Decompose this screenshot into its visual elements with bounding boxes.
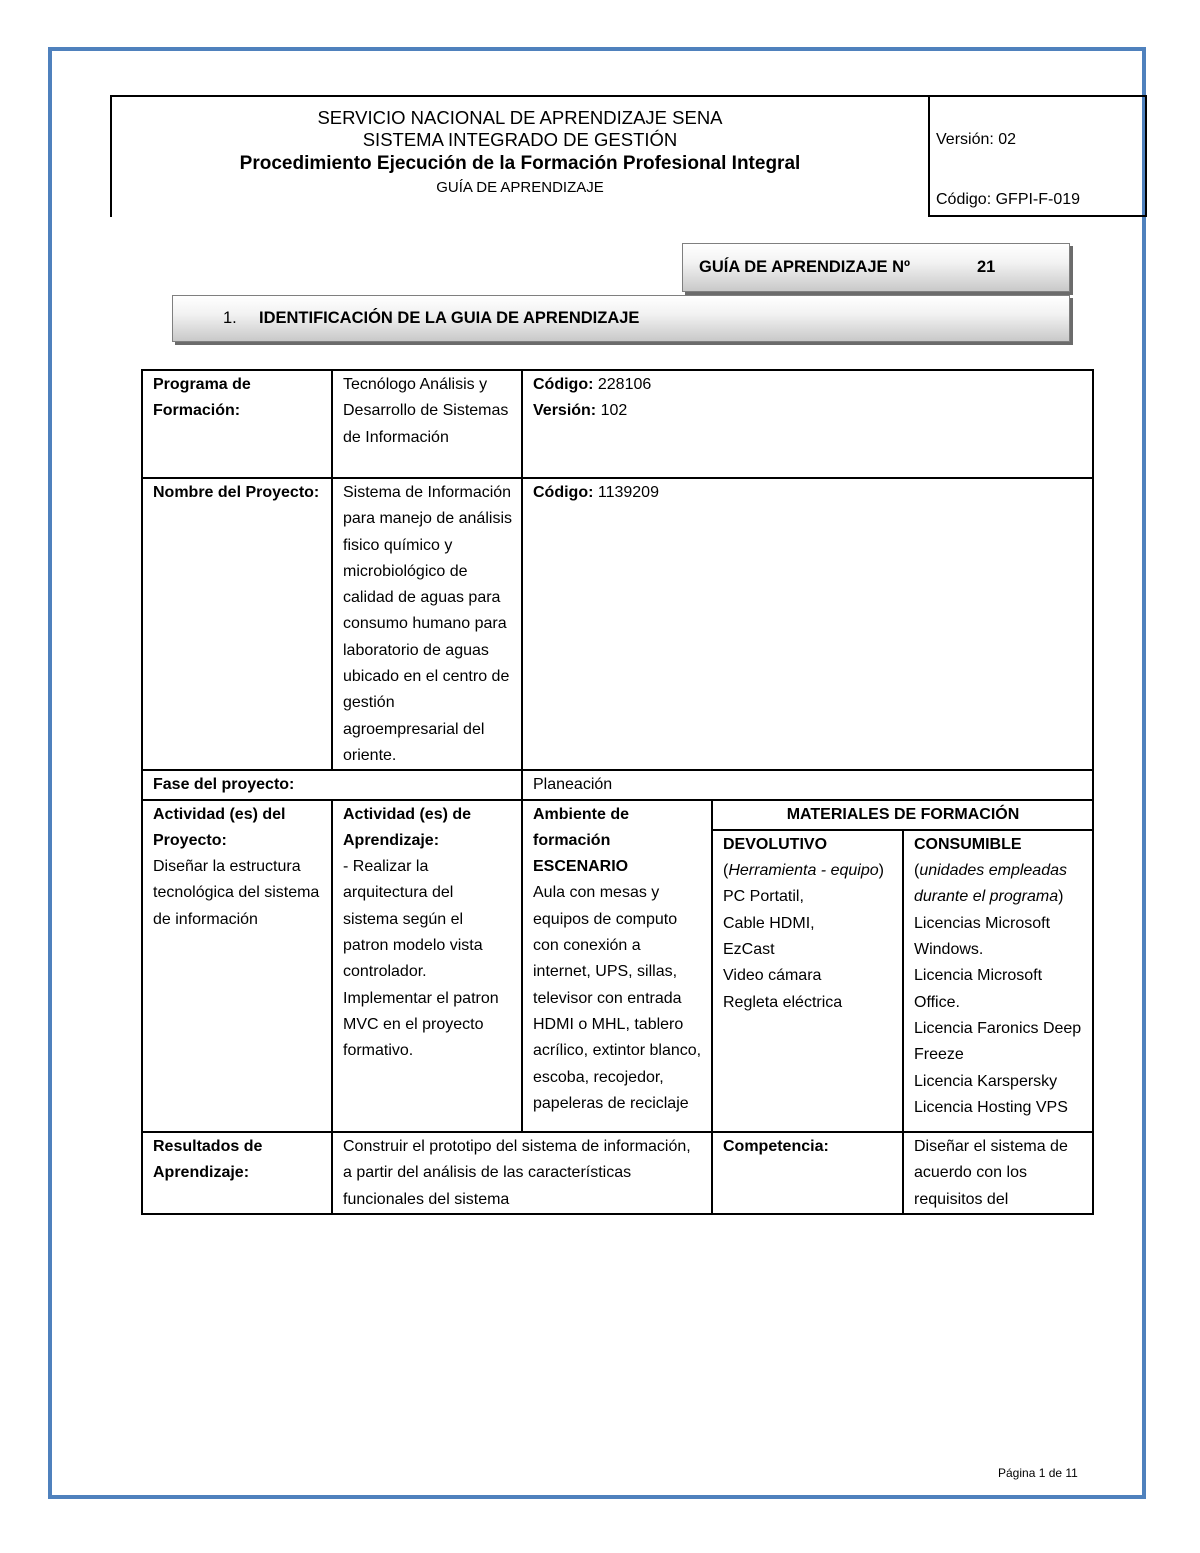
fase-label: Fase del proyecto:	[142, 770, 522, 799]
header-version: Versión: 02	[936, 131, 1017, 148]
actividad-aprendizaje-cell	[332, 800, 522, 1133]
devolutivo-item: Video cámara	[723, 967, 822, 985]
competencia-label: Competencia:	[712, 1132, 903, 1214]
header-titles	[112, 97, 928, 217]
table-row-programa	[142, 370, 1093, 478]
consumible-item: Licencias Microsoft Windows.	[914, 914, 1051, 959]
table-row-proyecto	[142, 478, 1093, 770]
table-row-resultados	[142, 1132, 1093, 1214]
identification-table	[141, 369, 1094, 1215]
header-meta	[928, 97, 1147, 217]
proyecto-code-cell	[522, 478, 1093, 770]
competencia-value: Diseñar el sistema de acuerdo con los requisitos del	[903, 1132, 1093, 1214]
guide-number-bar	[682, 243, 1070, 292]
actividad-proyecto-label: Actividad (es) del Proyecto:	[153, 805, 286, 849]
consumible-item: Licencia Karspersky	[914, 1072, 1058, 1090]
ambiente-value: Aula con mesas y equipos de computo con conexión a internet, UPS, sillas, televisor con entrada HDMI o MHL, tablero acrílico, extintor blanco, escoba, recojedor, papeleras de reciclaje	[533, 884, 702, 1112]
header-line-system: SISTEMA INTEGRADO DE GESTIÓN	[362, 129, 678, 150]
section-title: IDENTIFICACIÓN DE LA GUIA DE APRENDIZAJE	[259, 309, 640, 327]
devolutivo-item: EzCast	[723, 941, 775, 959]
resultados-label: Resultados de Aprendizaje:	[142, 1132, 332, 1214]
devolutivo-label: DEVOLUTIVO	[723, 835, 828, 853]
page-number: Página 1 de 11	[998, 1466, 1078, 1480]
devolutivo-item: Cable HDMI,	[723, 914, 815, 932]
proyecto-code-label: Código:	[533, 484, 594, 501]
fase-value: Planeación	[522, 770, 1093, 799]
programa-code-cell	[522, 370, 1093, 478]
consumible-label: CONSUMIBLE	[914, 835, 1022, 853]
resultados-value: Construir el prototipo del sistema de información, a partir del análisis de las características funcionales del sistema	[332, 1132, 712, 1214]
section-number: 1.	[223, 309, 237, 327]
escenario-label: ESCENARIO	[533, 858, 629, 876]
table-row-actividades-header	[142, 800, 1093, 830]
devolutivo-item: PC Portatil,	[723, 888, 804, 906]
section-heading-bar	[172, 295, 1070, 342]
actividad-aprendizaje-value-2: Implementar el patron MVC en el proyecto formativo.	[343, 989, 499, 1060]
actividad-aprendizaje-value-1: - Realizar la arquitectura del sistema según el patron modelo vista controlador.	[343, 858, 483, 981]
devolutivo-item: Regleta eléctrica	[723, 993, 843, 1011]
document-header	[110, 95, 1147, 217]
materiales-header: MATERIALES DE FORMACIÓN	[712, 800, 1093, 830]
guide-number-value: 21	[977, 258, 996, 276]
consumible-sub: unidades empleadas durante el programa	[914, 862, 1067, 906]
programa-code-value: 228106	[597, 376, 652, 393]
devolutivo-sub: Herramienta - equipo	[728, 862, 879, 880]
programa-code-label: Código:	[533, 376, 594, 393]
consumible-item: Licencia Hosting VPS	[914, 1098, 1068, 1116]
actividad-aprendizaje-label: Actividad (es) de Aprendizaje:	[343, 805, 472, 849]
header-line-institution: SERVICIO NACIONAL DE APRENDIZAJE SENA	[317, 107, 723, 128]
actividad-proyecto-cell	[142, 800, 332, 1133]
proyecto-code-value: 1139209	[597, 484, 659, 501]
programa-label: Programa de Formación:	[142, 370, 332, 478]
programa-version-value: 102	[600, 402, 628, 420]
consumible-cell: CONSUMIBLE (unidades empleadas durante el programa) Licencias Microsoft Windows. Licencia Microsoft Office. Licencia Faronics Deep Freeze Licencia Karspersky Licencia Hosting VPS	[903, 830, 1093, 1132]
proyecto-value: Sistema de Información para manejo de análisis fisico químico y microbiológico de calidad de aguas para consumo humano para laboratorio de aguas ubicado en el centro de gestión agroempresarial del oriente.	[332, 478, 522, 770]
actividad-proyecto-value: Diseñar la estructura tecnológica del sistema de información	[153, 858, 320, 928]
header-code: Código: GFPI-F-019	[936, 191, 1081, 208]
consumible-item: Licencia Microsoft Office.	[914, 967, 1043, 1011]
proyecto-label: Nombre del Proyecto:	[142, 478, 332, 770]
programa-value: Tecnólogo Análisis y Desarrollo de Sistemas de Información	[332, 370, 522, 478]
ambiente-label: Ambiente de formación	[533, 805, 630, 849]
devolutivo-cell: DEVOLUTIVO (Herramienta - equipo) PC Portatil, Cable HDMI, EzCast Video cámara Regleta eléctrica	[712, 830, 903, 1132]
ambiente-cell	[522, 800, 712, 1133]
guide-number-label: GUÍA DE APRENDIZAJE Nº	[699, 258, 911, 276]
header-line-guide: GUÍA DE APRENDIZAJE	[436, 179, 604, 196]
programa-version-label: Versión:	[533, 402, 597, 420]
consumible-item: Licencia Faronics Deep Freeze	[914, 1019, 1082, 1064]
table-row-fase	[142, 770, 1093, 799]
header-line-procedure: Procedimiento Ejecución de la Formación Profesional Integral	[239, 153, 801, 174]
